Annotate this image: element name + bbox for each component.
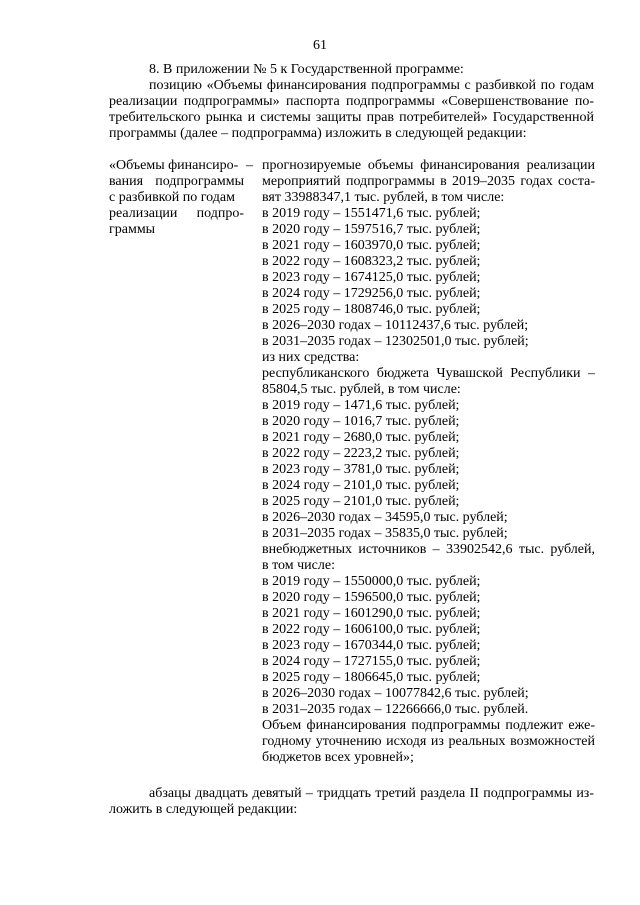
intro-paragraph — [109, 62, 594, 142]
financing-line: в том числе: — [262, 558, 335, 573]
financing-line: в 2022 году – 1608323,2 тыс. рублей; — [262, 254, 481, 269]
label-line: «Объемы финансиро- — [109, 158, 239, 173]
financing-line: в 2031–2035 годах – 12266666,0 тыс. рублей. — [262, 702, 529, 717]
financing-line: 85804,5 тыс. рублей, в том числе: — [262, 382, 461, 397]
financing-line: в 2023 году – 1670344,0 тыс. рублей; — [262, 638, 481, 653]
financing-line: в 2025 году – 1806645,0 тыс. рублей; — [262, 670, 481, 685]
financing-line: в 2019 году – 1471,6 тыс. рублей; — [262, 398, 460, 413]
financing-line: в 2020 году – 1016,7 тыс. рублей; — [262, 414, 460, 429]
financing-line: в 2022 году – 1606100,0 тыс. рублей; — [262, 622, 481, 637]
financing-line: в 2024 году – 1727155,0 тыс. рублей; — [262, 654, 481, 669]
intro-line: реализации подпрограммы» паспорта подпрограммы «Совершенствование по- — [109, 94, 594, 109]
financing-line: республиканского бюджета Чувашской Республики – — [262, 366, 595, 381]
outro-line: ложить в следующей редакции: — [109, 802, 298, 817]
financing-line: в 2019 году – 1551471,6 тыс. рублей; — [262, 206, 481, 221]
financing-line: в 2022 году – 2223,2 тыс. рублей; — [262, 446, 460, 461]
label-line: с разбивкой по годам — [109, 190, 235, 205]
intro-line: программы (далее – подпрограмма) изложить в следующей редакции: — [109, 126, 527, 141]
financing-details-column — [262, 158, 595, 766]
financing-line: из них средства: — [262, 350, 360, 365]
financing-line: в 2026–2030 годах – 34595,0 тыс. рублей; — [262, 510, 508, 525]
page-number: 61 — [313, 38, 327, 53]
label-line: вания подпрограммы — [109, 174, 244, 189]
financing-line: прогнозируемые объемы финансирования реализации — [262, 158, 595, 173]
financing-line: в 2026–2030 годах – 10112437,6 тыс. рублей; — [262, 318, 529, 333]
intro-line: требительского рынка и системы защиты прав потребителей» Государственной — [109, 110, 594, 125]
financing-line: в 2031–2035 годах – 35835,0 тыс. рублей; — [262, 526, 508, 541]
outro-line: абзацы двадцать девятый – тридцать третий раздела II подпрограммы из- — [149, 786, 594, 801]
financing-line: мероприятий подпрограммы в 2019–2035 годах соста- — [262, 174, 595, 189]
financing-line: в 2021 году – 2680,0 тыс. рублей; — [262, 430, 460, 445]
financing-line: бюджетов всех уровней»; — [262, 750, 414, 765]
financing-line: в 2021 году – 1603970,0 тыс. рублей; — [262, 238, 481, 253]
financing-line: в 2025 году – 2101,0 тыс. рублей; — [262, 494, 460, 509]
financing-line: Объем финансирования подпрограммы подлежит еже- — [262, 718, 595, 733]
passport-label-column — [109, 158, 244, 238]
financing-line: в 2020 году – 1596500,0 тыс. рублей; — [262, 590, 481, 605]
intro-line: позицию «Объемы финансирования подпрограммы с разбивкой по годам — [149, 78, 594, 93]
financing-line: внебюджетных источников – 33902542,6 тыс. рублей, — [262, 542, 595, 557]
financing-line: в 2031–2035 годах – 12302501,0 тыс. рублей; — [262, 334, 529, 349]
financing-line: в 2020 году – 1597516,7 тыс. рублей; — [262, 222, 481, 237]
financing-line: в 2025 году – 1808746,0 тыс. рублей; — [262, 302, 481, 317]
financing-line: в 2024 году – 1729256,0 тыс. рублей; — [262, 286, 481, 301]
intro-line: 8. В приложении № 5 к Государственной программе: — [149, 62, 464, 77]
financing-line: вят 33988347,1 тыс. рублей, в том числе: — [262, 190, 505, 205]
financing-line: в 2024 году – 2101,0 тыс. рублей; — [262, 478, 460, 493]
outro-paragraph — [109, 786, 594, 818]
financing-line: годному уточнению исходя из реальных возможностей — [262, 734, 595, 749]
financing-line: в 2026–2030 годах – 10077842,6 тыс. рублей; — [262, 686, 529, 701]
separator-dash: – — [246, 158, 253, 173]
financing-line: в 2023 году – 1674125,0 тыс. рублей; — [262, 270, 481, 285]
financing-line: в 2019 году – 1550000,0 тыс. рублей; — [262, 574, 481, 589]
financing-line: в 2021 году – 1601290,0 тыс. рублей; — [262, 606, 481, 621]
label-line: граммы — [109, 222, 156, 237]
financing-line: в 2023 году – 3781,0 тыс. рублей; — [262, 462, 460, 477]
label-line: реализации подпро- — [109, 206, 244, 221]
